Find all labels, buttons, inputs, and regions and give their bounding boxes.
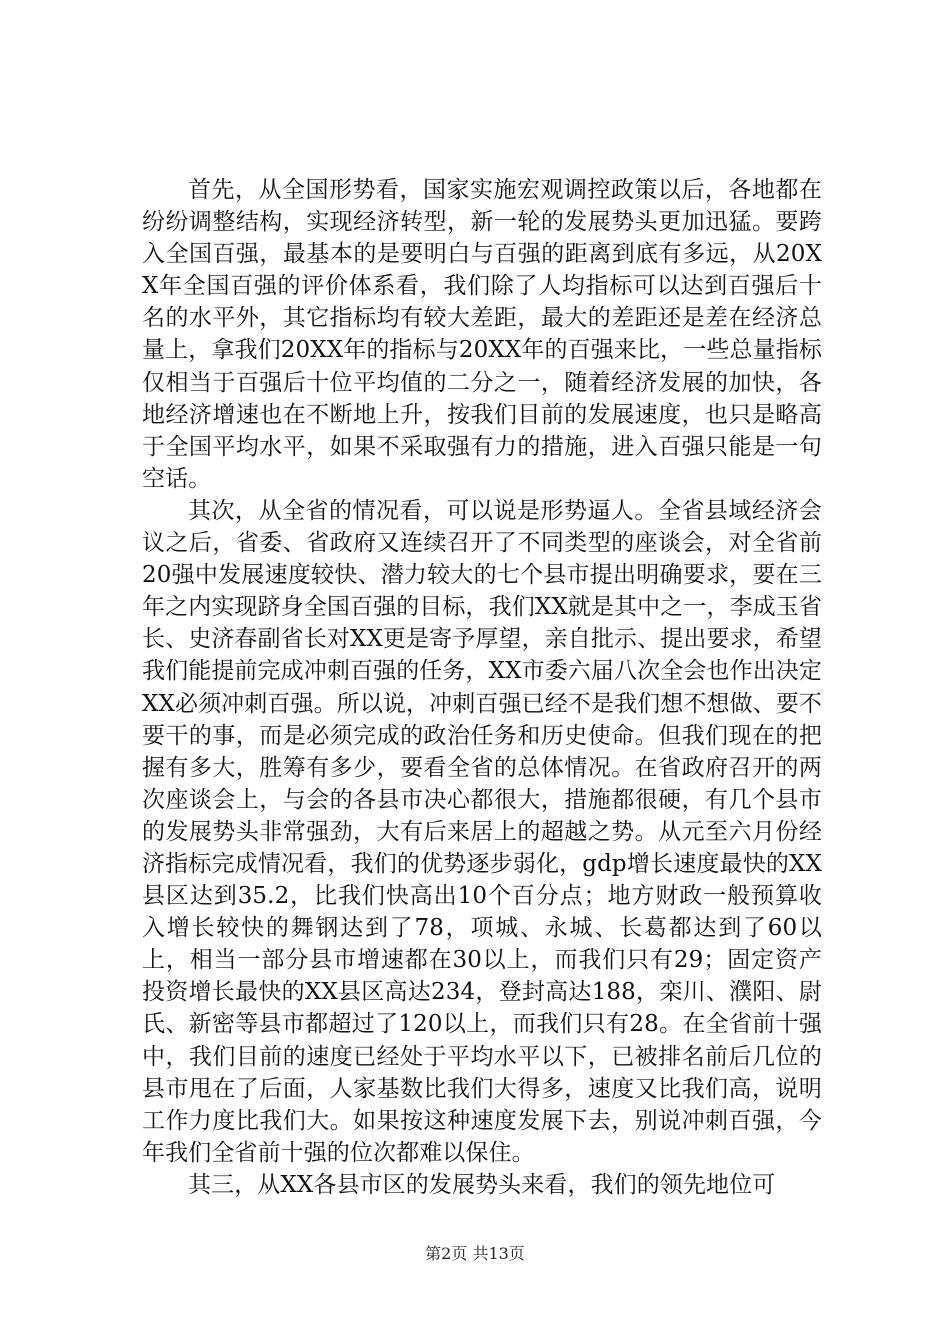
document-body [142,174,822,1201]
paragraph-1: 首先，从全国形势看，国家实施宏观调控政策以后，各地都在纷纷调整结构，实现经济转型，新一轮的发展势头更加迅猛。要跨入全国百强，最基本的是要明白与百强的距离到底有多远，从20XX年全国百强的评价体系看，我们除了人均指标可以达到百强后十名的水平外，其它指标均有较大差距，最大的差距还是差在经济总量上，拿我们20XX年的指标与20XX年的百强来比，一些总量指标仅相当于百强后十位平均值的二分之一，随着经济发展的加快，各地经济增速也在不断地上升，按我们目前的发展速度，也只是略高于全国平均水平，如果不采取强有力的措施，进入百强只能是一句空话。 [142,177,822,492]
paragraph-2: 其次，从全省的情况看，可以说是形势逼人。全省县域经济会议之后，省委、省政府又连续召开了不同类型的座谈会，对全省前20强中发展速度较快、潜力较大的七个县市提出明确要求，要在三年之内实现跻身全国百强的目标，我们XX就是其中之一，李成玉省长、史济春副省长对XX更是寄予厚望，亲自批示、提出要求，希望我们能提前完成冲刺百强的任务，XX市委六届八次全会也作出决定XX必须冲刺百强。所以说，冲刺百强已经不是我们想不想做、要不要干的事，而是必须完成的政治任务和历史使命。但我们现在的把握有多大，胜筹有多少，要看全省的总体情况。在省政府召开的两次座谈会上，与会的各县市决心都很大，措施都很硬，有几个县市的发展势头非常强劲，大有后来居上的超越之势。从元至六月份经济指标完成情况看，我们的优势逐步弱化，gdp增长速度最快的XX县区达到35.2，比我们快高出10个百分点；地方财政一般预算收入增长较快的舞钢达到了78，项城、永城、长葛都达到了60以上，相当一部分县市增速都在30以上，而我们只有29；固定资产投资增长最快的XX县区高达234，登封高达188，栾川、濮阳、尉氏、新密等县市都超过了120以上，而我们只有28。在全省前十强中，我们目前的速度已经处于平均水平以下，已被排名前后几位的县市甩在了后面，人家基数比我们大得多，速度又比我们高，说明工作力度比我们大。如果按这种速度发展下去，别说冲刺百强，今年我们全省前十强的位次都难以保住。 [142,497,822,1166]
page-footer: 第2页 共13页 [425,1244,525,1263]
paragraph-3: 其三，从XX各县市区的发展势头来看，我们的领先地位可 [188,1171,776,1198]
